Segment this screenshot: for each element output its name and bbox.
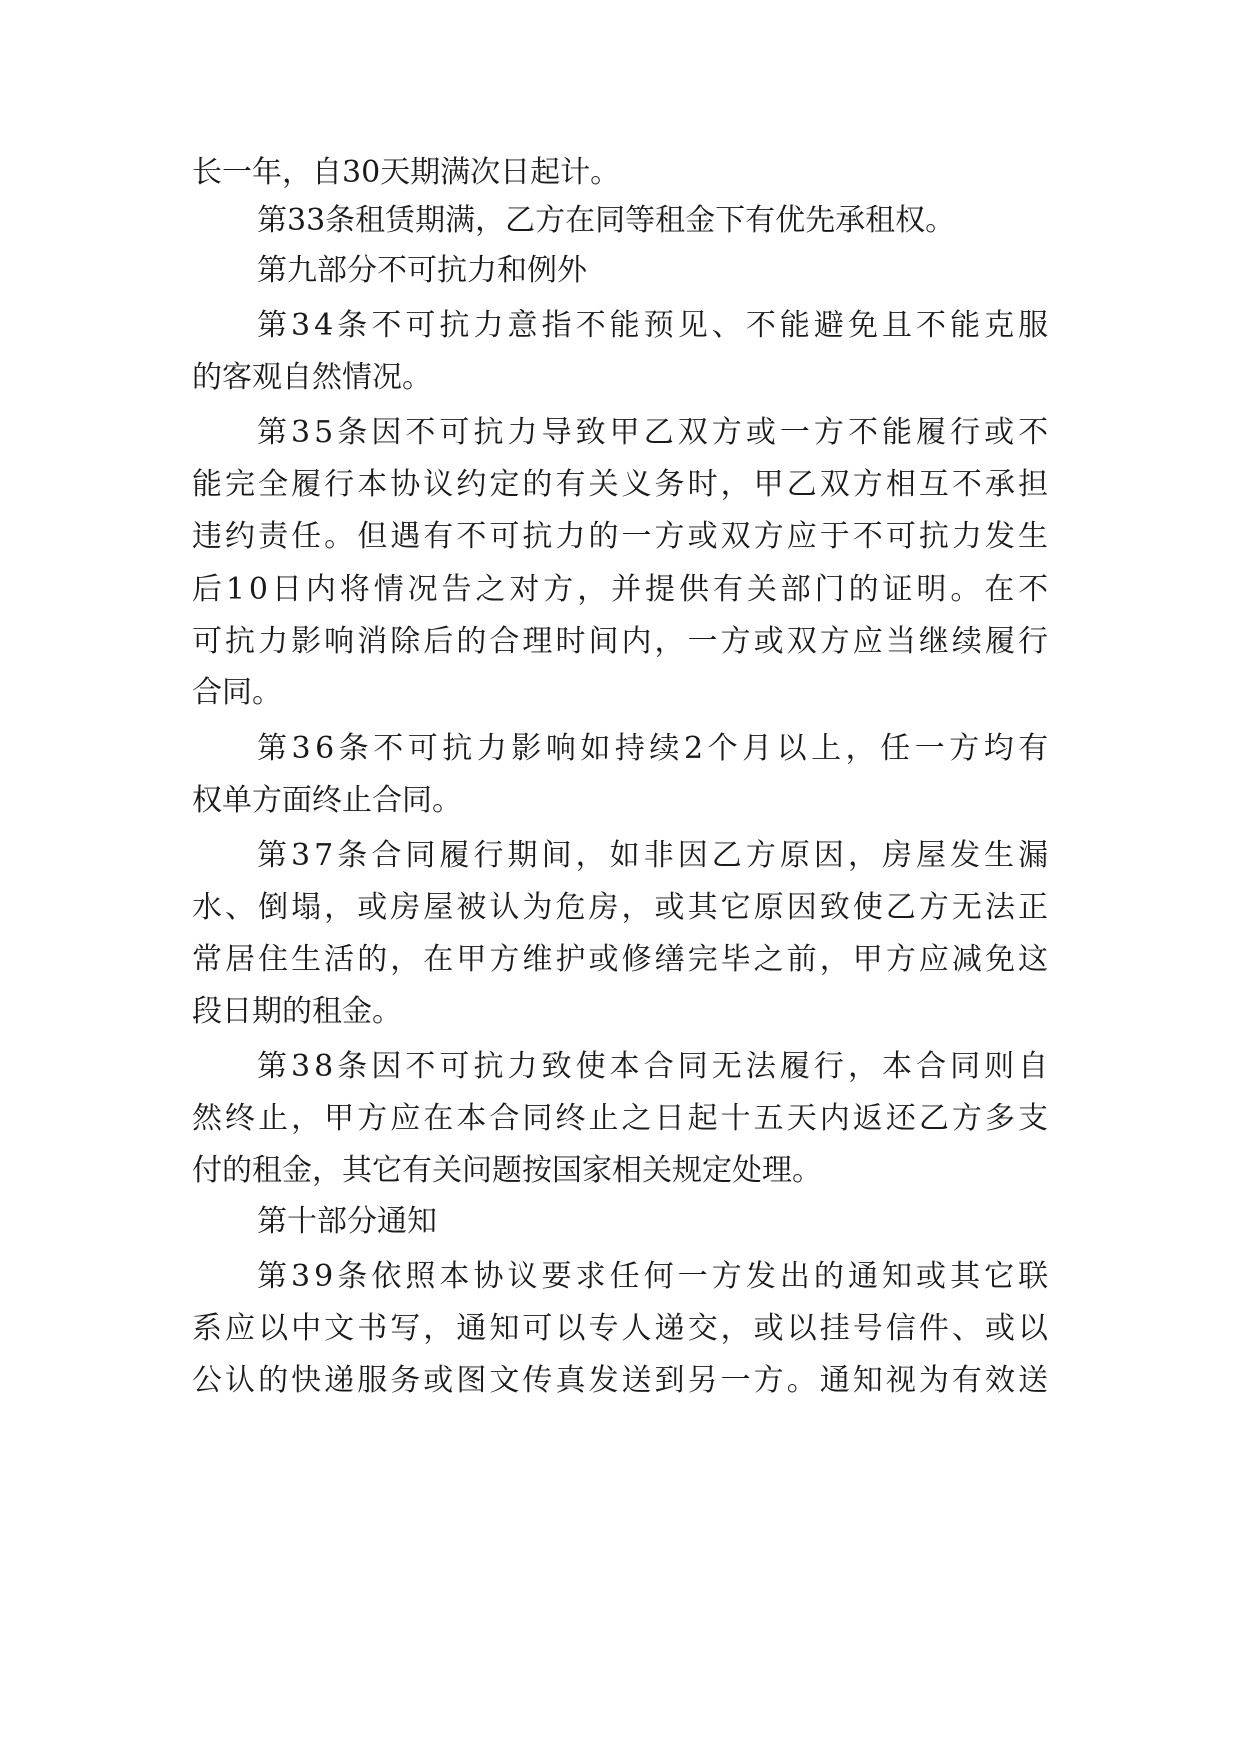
section-heading: 第九部分不可抗力和例外 <box>257 253 587 288</box>
text-line: 可抗力影响消除后的合理时间内，一方或双方应当继续履行 <box>192 624 1052 659</box>
text-line: 长一年，自30天期满次日起计。 <box>192 155 621 190</box>
text-line: 第35条因不可抗力导致甲乙双方或一方不能履行或不 <box>257 415 1053 450</box>
text-line: 能完全履行本协议约定的有关义务时，甲乙双方相互不承担 <box>192 467 1052 502</box>
text-line: 合同。 <box>192 675 282 710</box>
text-line: 后10日内将情况告之对方，并提供有关部门的证明。在不 <box>192 572 1053 607</box>
text-line: 权单方面终止合同。 <box>192 783 462 818</box>
text-line: 第33条租赁期满，乙方在同等租金下有优先承租权。 <box>257 203 956 238</box>
text-line: 段日期的租金。 <box>192 994 402 1029</box>
text-line: 然终止，甲方应在本合同终止之日起十五天内返还乙方多支 <box>192 1101 1052 1136</box>
text-line: 第38条因不可抗力致使本合同无法履行，本合同则自 <box>257 1049 1053 1084</box>
text-line: 常居住生活的，在甲方维护或修缮完毕之前，甲方应减免这 <box>192 942 1052 977</box>
text-line: 第34条不可抗力意指不能预见、不能避免且不能克服 <box>257 308 1053 343</box>
text-line: 第37条合同履行期间，如非因乙方原因，房屋发生漏 <box>257 838 1053 873</box>
text-line: 水、倒塌，或房屋被认为危房，或其它原因致使乙方无法正 <box>192 890 1052 925</box>
text-line: 付的租金，其它有关问题按国家相关规定处理。 <box>192 1153 822 1188</box>
text-line: 第36条不可抗力影响如持续2个月以上，任一方均有 <box>257 731 1053 766</box>
text-line: 系应以中文书写，通知可以专人递交，或以挂号信件、或以 <box>192 1311 1052 1346</box>
text-line: 公认的快递服务或图文传真发送到另一方。通知视为有效送 <box>192 1363 1052 1398</box>
text-line: 第39条依照本协议要求任何一方发出的通知或其它联 <box>257 1259 1053 1294</box>
section-heading: 第十部分通知 <box>257 1204 437 1239</box>
text-line: 违约责任。但遇有不可抗力的一方或双方应于不可抗力发生 <box>192 519 1052 554</box>
text-line: 的客观自然情况。 <box>192 360 432 395</box>
